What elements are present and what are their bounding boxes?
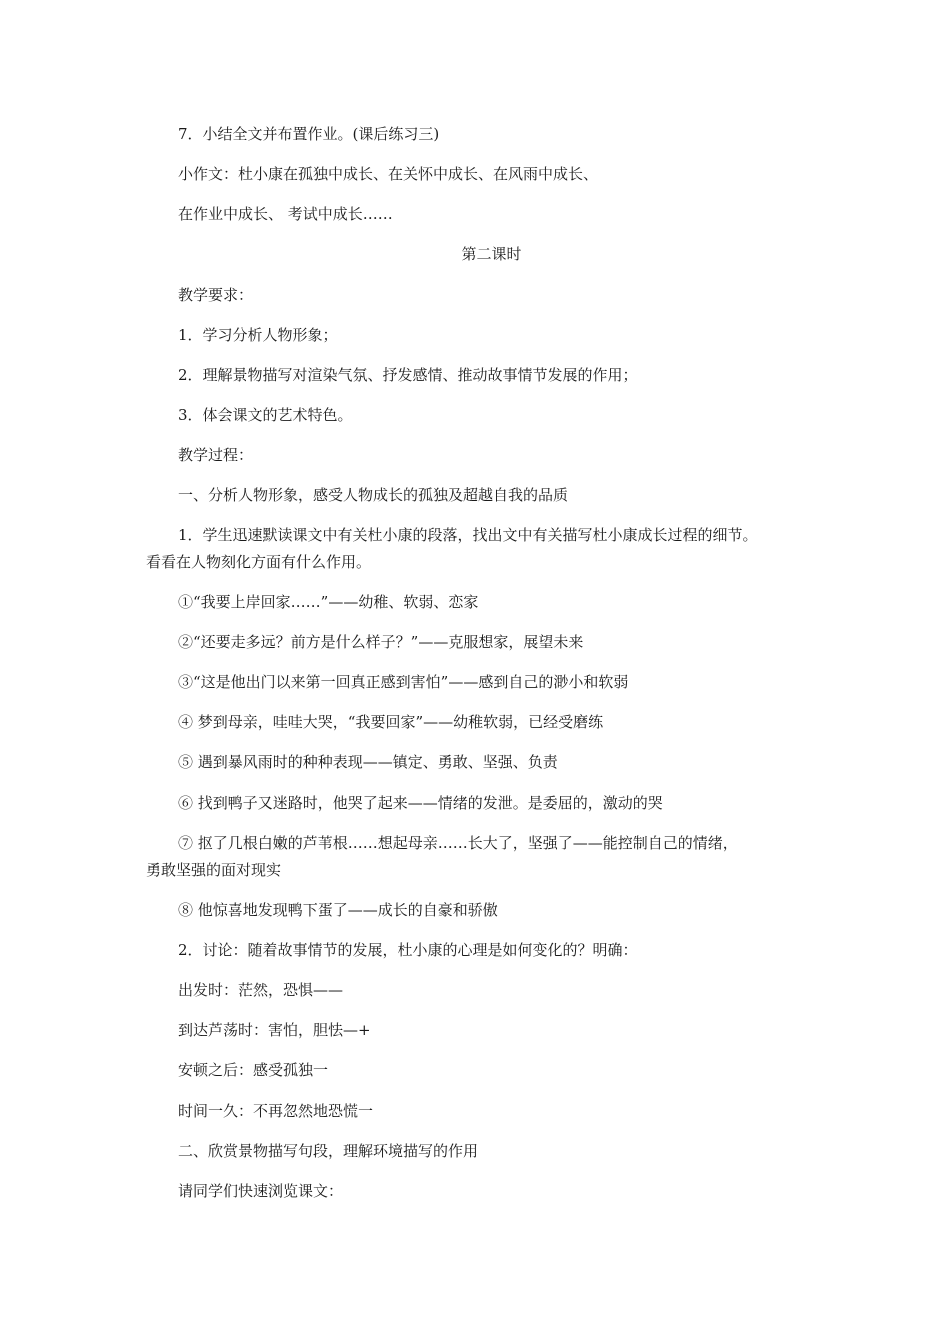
mood-stage: 时间一久：不再忽然地恐慌一 (178, 1102, 374, 1120)
detail-item: ⑤ 遇到暴风雨时的种种表现——镇定、勇敢、坚强、负责 (178, 753, 558, 771)
mood-stage: 到达芦荡时：害怕，胆怯—+ (178, 1021, 371, 1039)
detail-item: ⑥ 找到鸭子又迷路时，他哭了起来——情绪的发泄。是委屈的，激动的哭 (178, 794, 663, 812)
essay-topic-continued: 在作业中成长、 考试中成长…… (178, 205, 393, 223)
detail-item: ⑧ 他惊喜地发现鸭下蛋了——成长的自豪和骄傲 (178, 901, 498, 919)
detail-item: ④ 梦到母亲，哇哇大哭，“我要回家”——幼稚软弱，已经受磨练 (178, 713, 604, 731)
detail-item: ⑦ 抠了几根白嫩的芦苇根……想起母亲……长大了，坚强了——能控制自己的情绪， (178, 834, 738, 852)
detail-item-continued: 勇敢坚强的面对现实 (146, 861, 282, 879)
essay-topic-line: 小作文：杜小康在孤独中成长、在关怀中成长、在风雨中成长、 (178, 165, 599, 183)
summary-homework-line: 7．小结全文并布置作业。(课后练习三) (178, 125, 440, 143)
task-one-paragraph-continued: 看看在人物刻化方面有什么作用。 (146, 553, 372, 571)
browse-instruction: 请同学们快速浏览课文： (178, 1182, 344, 1200)
requirement-item: 2．理解景物描写对渲染气氛、抒发感情、推动故事情节发展的作用； (178, 366, 638, 384)
requirement-item: 1．学习分析人物形象； (178, 326, 338, 344)
mood-stage: 出发时：茫然，恐惧—— (178, 981, 344, 999)
teaching-process-label: 教学过程： (178, 446, 254, 464)
part-two-heading: 二、欣赏景物描写句段，理解环境描写的作用 (178, 1142, 479, 1160)
detail-item: ③“这是他出门以来第一回真正感到害怕”——感到自己的渺小和软弱 (178, 673, 629, 691)
teaching-requirements-label: 教学要求： (178, 286, 254, 304)
task-one-paragraph: 1．学生迅速默读课文中有关杜小康的段落，找出文中有关描写杜小康成长过程的细节。 (178, 526, 758, 544)
section-heading: 第二课时 (461, 245, 522, 263)
mood-stage: 安顿之后：感受孤独一 (178, 1061, 329, 1079)
part-one-heading: 一、分析人物形象，感受人物成长的孤独及超越自我的品质 (178, 486, 569, 504)
discussion-prompt: 2．讨论：随着故事情节的发展，杜小康的心理是如何变化的？明确： (178, 941, 638, 959)
requirement-item: 3．体会课文的艺术特色。 (178, 406, 353, 424)
detail-item: ①“我要上岸回家……”——幼稚、软弱、恋家 (178, 593, 479, 611)
detail-item: ②“还要走多远？前方是什么样子？”——克服想家，展望未来 (178, 633, 584, 651)
